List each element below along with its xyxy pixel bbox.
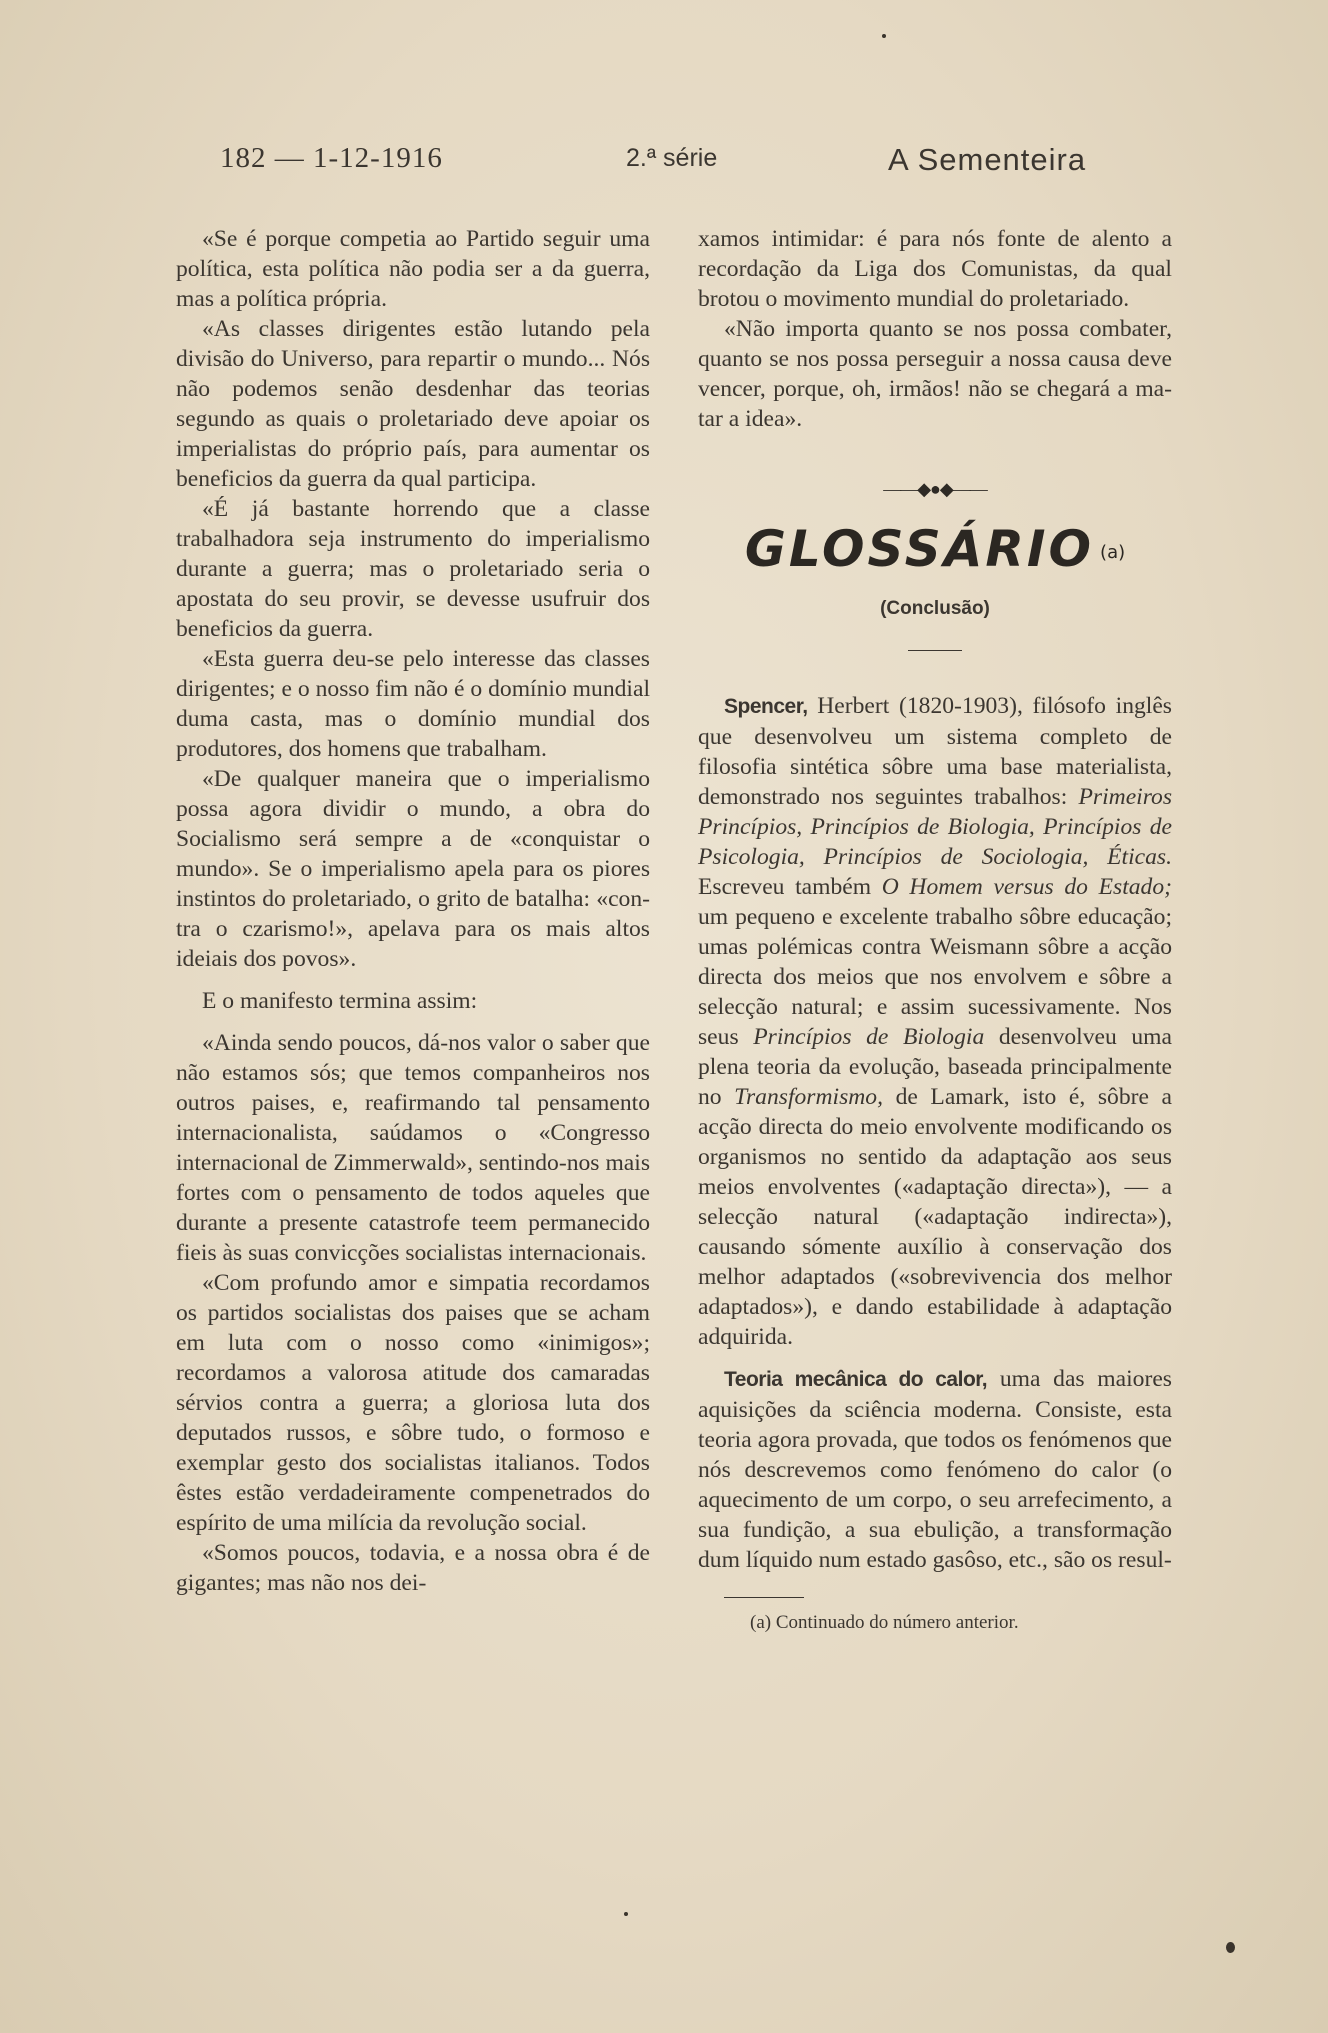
paragraph: «As classes dirigentes estão lutando pela divisão do Universo, para repartir o mundo... Nós não podemos senão desdenhar das teorias segundo as quais o proletariado deve apoiar os imperialistas do próprio país, para aumentar os beneficios da guerra da qual participa.	[176, 316, 650, 492]
glossary-entry-teoria-mecanica	[698, 1364, 1172, 1575]
paragraph: «Se é porque competia ao Partido seguir uma política, esta política não podia ser a da guerra, mas a política própria.	[176, 226, 650, 312]
paper-blemish	[624, 1912, 628, 1916]
entry-text: de Lamark, isto é, sôbre a acção directa do meio envolvente modificando os organismos no sentido da adaptação aos seus meios envolventes («adaptação directa»), — a selecção natural («adaptação indirecta»), causando sómente auxílio à conservação dos melhor adaptados («sobrevivencia dos melhor adaptados»), e dando estabilidade à adaptação adquirida.	[698, 1084, 1172, 1350]
page-header	[0, 142, 1328, 182]
paragraph: «Somos poucos, todavia, e a nossa obra é de gigantes; mas não nos dei-	[176, 1540, 650, 1596]
glossary-title	[698, 520, 1172, 582]
glossary-term: Spencer,	[724, 695, 808, 718]
ornamental-divider: ——◆●◆——	[883, 479, 987, 499]
glossary-term: Teoria mecânica do calor,	[724, 1368, 988, 1391]
paragraph: E o manifesto termina assim:	[202, 988, 478, 1014]
entry-text: Herbert (1820-1903), filósofo inglês que desenvolveu um sistema completo de filosofia sintética sôbre uma base materialista, demonstrado nos seguintes trabalhos:	[698, 693, 1172, 810]
glossary-subtitle: (Conclusão)	[880, 598, 990, 619]
entry-italic-text: Princípios de Biologia	[753, 1024, 985, 1050]
right-column	[698, 224, 1172, 1636]
left-column	[176, 224, 650, 1598]
journal-title: A Sementeira	[888, 142, 1087, 177]
paragraph-continuation: xamos intimidar: é para nós fonte de alento a recordação da Liga dos Comunistas, da qual brotou o movimento mundial do proletariado.	[698, 226, 1172, 312]
footnote: (a) Continuado do número anterior.	[750, 1612, 1019, 1633]
paragraph: «De qualquer maneira que o imperialismo possa agora dividir o mundo, a obra do Socialismo será sempre a de «conquistar o mundo». Se o imperialismo apela para os piores instintos do proletariado, o grito de batalha: «contra o czarismo!», apelava para os mais altos ideiais dos povos».	[176, 766, 650, 972]
entry-text: Escreveu também	[698, 874, 882, 900]
paper-blemish	[882, 34, 886, 38]
paper-blemish	[1226, 1942, 1235, 1953]
paragraph: «Ainda sendo poucos, dá-nos valor o saber que não estamos sós; que temos companheiros nos outros paises, e, reafirmando tal pensamento internacionalista, saúdamos o «Congresso internacional de Zimmerwald», sentindo-nos mais fortes com o pensamento de todos aqueles que durante a presente catastrofe teem permanecido fieis às suas convicções socialistas internacionais.	[176, 1030, 650, 1266]
footnote-marker: (a)	[1100, 542, 1126, 563]
short-divider	[908, 650, 962, 651]
paragraph: «Com profundo amor e simpatia recordamos os partidos socialistas dos paises que se acham em luta com o nosso como «inimigos»; recordamos a valorosa atitude dos camaradas sérvios contra a guerra; a gloriosa luta dos deputados russos, e sôbre tudo, o formoso e exemplar gesto dos socialistas italianos. Todos êstes estão verdadeiramente compenetrados do espírito de uma milícia da revolução social.	[176, 1270, 650, 1536]
glossary-entry-spencer	[698, 691, 1172, 1352]
series-label: 2.ª série	[626, 144, 718, 172]
paragraph: «É já bastante horrendo que a classe trabalhadora seja instrumento do imperialismo durante a guerra; mas o proletariado seria o apostata do seu provir, se devesse usufruir dos beneficios da guerra.	[176, 496, 650, 642]
glossary-title-text: GLOSSÁRIO	[744, 520, 1095, 578]
entry-italic-text: Primeiros Princípios, Princípios de Biologia, Princípios de Psicologia, Princípios de Sociologia, Éticas.	[698, 784, 1172, 870]
entry-text: desenvolveu uma plena teoria da evolução, baseada principalmente no	[698, 1024, 1173, 1110]
paragraph: «Esta guerra deu-se pelo interesse das classes dirigentes; e o nosso fim não é o domínio mundial duma casta, mas o domínio mundial dos produtores, dos homens que trabalham.	[176, 646, 650, 762]
entry-italic-text: O Homem versus do Estado;	[881, 874, 1173, 900]
entry-text: um pequeno e excelente trabalho sôbre educação; umas polémicas contra Weismann sôbre a acção directa dos meios que nos envolvem e sôbre a selecção natural; e assim sucessivamente. Nos seus	[698, 904, 1172, 1050]
paragraph: «Não importa quanto se nos possa combater, quanto se nos possa perseguir a nossa causa deve vencer, porque, oh, irmãos! não se chegará a matar a idea».	[698, 316, 1172, 432]
entry-text: uma das maiores aquisições da sciência moderna. Consiste, esta teoria agora provada, que todos os fenómenos que nós descrevemos como fenómeno do calor (o aquecimento de um corpo, o seu arrefecimento, a sua fundição, a sua ebulição, a transformação dum líquido num estado gasôso, etc., são os resul-	[698, 1366, 1172, 1573]
page-number-date: 182 — 1-12-1916	[220, 142, 443, 174]
entry-italic-text: Transformismo,	[734, 1084, 883, 1110]
footnote-divider	[724, 1597, 804, 1598]
